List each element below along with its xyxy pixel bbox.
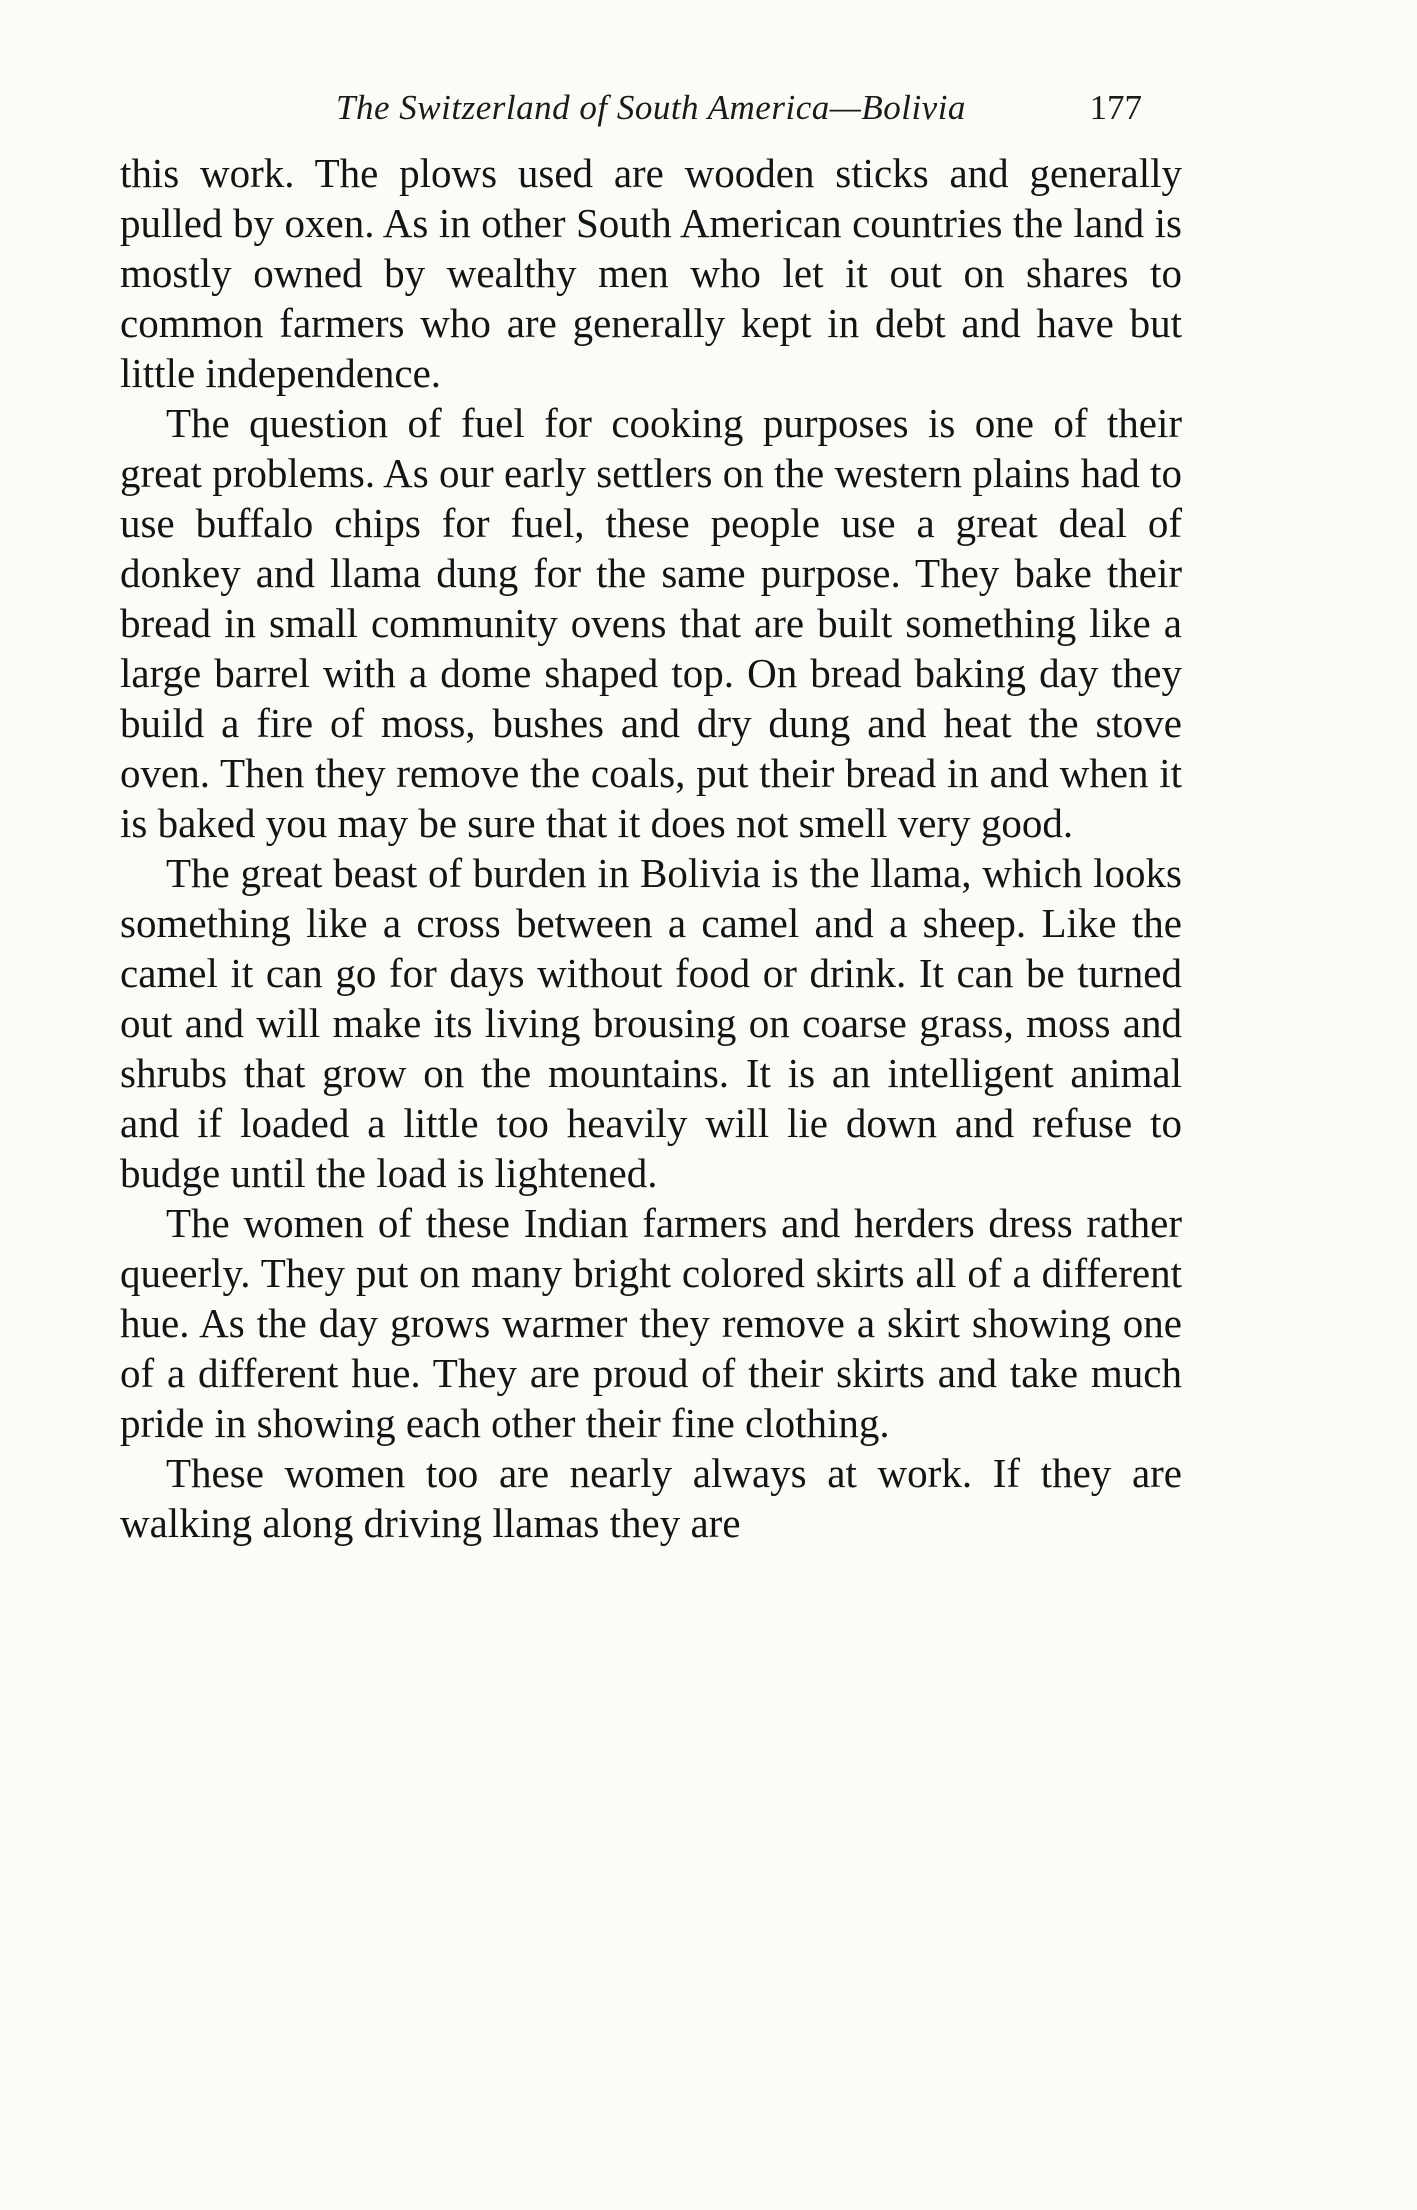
paragraph-continuation: this work. The plows used are wooden sticks and generally pulled by oxen. As in other South American countries the land is mostly owned by wealthy men who let it out on shares to common farmers who are generally kept in debt and have but little independence. bbox=[120, 150, 1182, 396]
paragraph: The question of fuel for cooking purposes is one of their great problems. As our early settlers on the western plains had to use buffalo chips for fuel, these people use a great deal of donkey and llama dung for the same purpose. They bake their bread in small community ovens that are built something like a large barrel with a dome shaped top. On bread baking day they build a fire of moss, bushes and dry dung and heat the stove oven. Then they remove the coals, put their bread in and when it is baked you may be sure that it does not smell very good. bbox=[120, 400, 1182, 846]
paragraph: The great beast of burden in Bolivia is the llama, which looks something like a cross between a camel and a sheep. Like the camel it can go for days without food or drink. It can be turned out and will make its living brousing on coarse grass, moss and shrubs that grow on the mountains. It is an intelligent animal and if loaded a little too heavily will lie down and refuse to budge until the load is lightened. bbox=[120, 850, 1182, 1196]
paragraph: These women too are nearly always at work. If they are walking along driving llamas they are bbox=[120, 1450, 1182, 1546]
running-header bbox=[120, 88, 1182, 138]
page-number: 177 bbox=[1089, 88, 1142, 127]
page-body bbox=[120, 148, 1182, 1548]
running-title: The Switzerland of South America—Bolivia bbox=[336, 88, 966, 127]
paragraph: The women of these Indian farmers and herders dress rather queerly. They put on many bright colored skirts all of a different hue. As the day grows warmer they remove a skirt showing one of a different hue. They are proud of their skirts and take much pride in showing each other their fine clothing. bbox=[120, 1200, 1182, 1446]
